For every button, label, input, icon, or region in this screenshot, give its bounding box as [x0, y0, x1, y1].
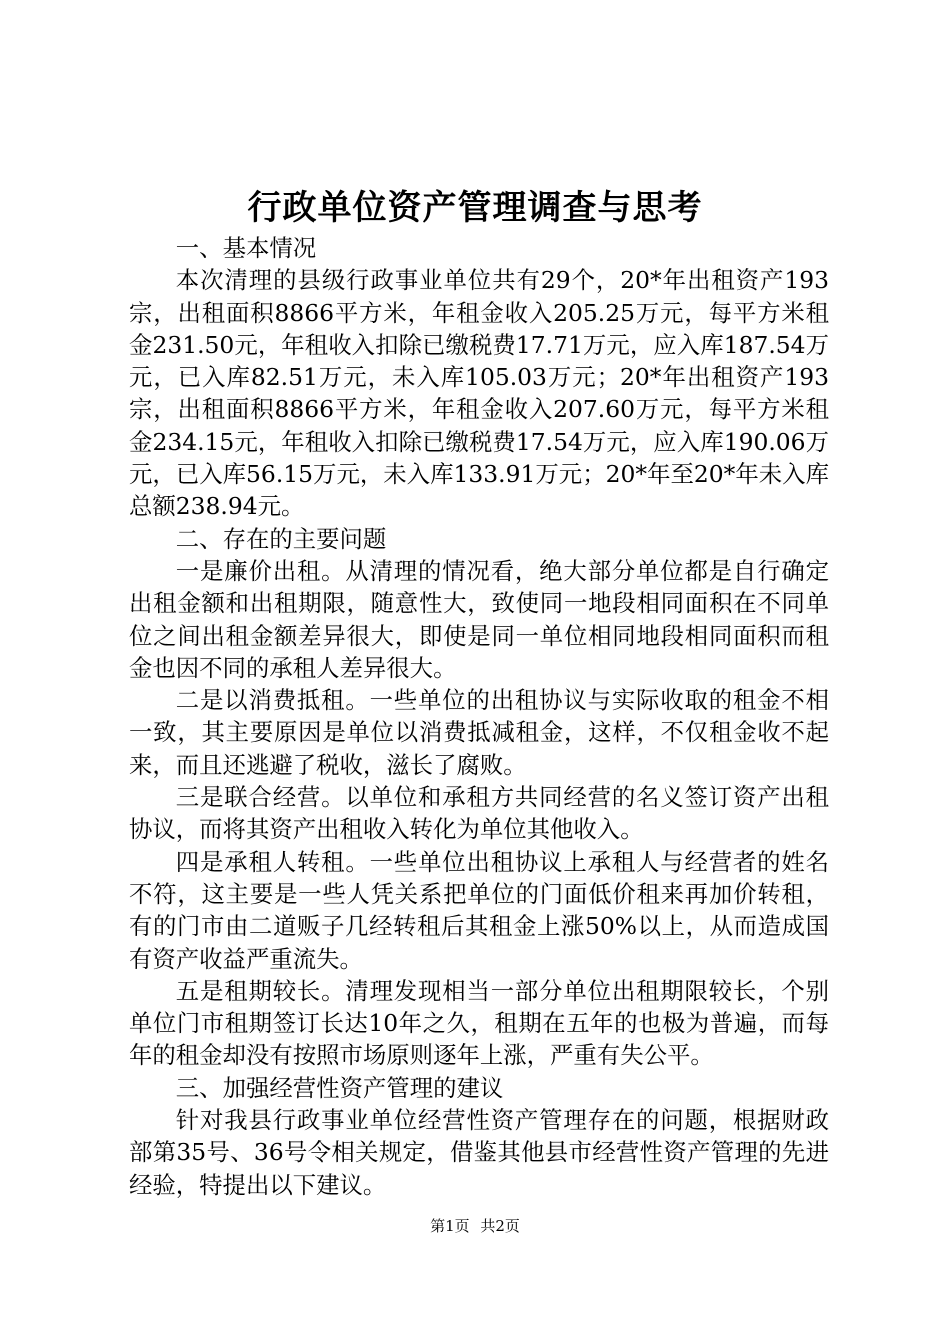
section-heading-main-problems: 二、存在的主要问题 — [175, 524, 387, 553]
page-footer — [0, 1216, 950, 1236]
document-title: 行政单位资产管理调查与思考 — [247, 188, 703, 228]
page-number: 第1页 — [430, 1217, 470, 1235]
paragraph-problem-5: 五是租期较长。清理发现相当一部分单位出租期限较长，个别单位门市租期签订长达10年之久，租期在五年的也极为普遍，而每年的租金却没有按照市场原则逐年上涨，严重有失公平。 — [129, 976, 829, 1070]
paragraph-basic-data: 本次清理的县级行政事业单位共有29个，20*年出租资产193宗，出租面积8866平方米，年租金收入205.25万元，每平方米租金231.50元，年租收入扣除已缴税费17.71万元，应入库187.54万元，已入库82.51万元，未入库105.03万元；20*年出租资产193宗，出租面积8866平方米，年租金收入207.60万元，每平方米租金234.15元，年租收入扣除已缴税费17.54万元，应入库190.06万元，已入库56.15万元，未入库133.91万元；20*年至20*年未入库总额238.94元。 — [129, 266, 829, 521]
paragraph-problem-3: 三是联合经营。以单位和承租方共同经营的名义签订资产出租协议，而将其资产出租收入转化为单位其他收入。 — [129, 783, 829, 844]
paragraph-problem-4: 四是承租人转租。一些单位出租协议上承租人与经营者的姓名不符，这主要是一些人凭关系把单位的门面低价租来再加价转租，有的门市由二道贩子几经转租后其租金上涨50%以上，从而造成国有资产收益严重流失。 — [129, 847, 829, 973]
paragraph-problem-1: 一是廉价出租。从清理的情况看，绝大部分单位都是自行确定出租金额和出租期限，随意性大，致使同一地段相同面积在不同单位之间出租金额差异很大，即使是同一单位相同地段相同面积而租金也因不同的承租人差异很大。 — [129, 556, 829, 682]
page-total: 共2页 — [480, 1217, 520, 1235]
paragraph-problem-2: 二是以消费抵租。一些单位的出租协议与实际收取的租金不相一致，其主要原因是单位以消费抵减租金，这样，不仅租金收不起来，而且还逃避了税收，滋长了腐败。 — [129, 686, 829, 779]
section-heading-suggestions: 三、加强经营性资产管理的建议 — [175, 1073, 504, 1102]
paragraph-suggestions-intro: 针对我县行政事业单位经营性资产管理存在的问题，根据财政部第35号、36号令相关规定，借鉴其他县市经营性资产管理的先进经验，特提出以下建议。 — [129, 1106, 829, 1199]
section-heading-basic-situation: 一、基本情况 — [175, 234, 317, 262]
document-body — [129, 232, 829, 1201]
